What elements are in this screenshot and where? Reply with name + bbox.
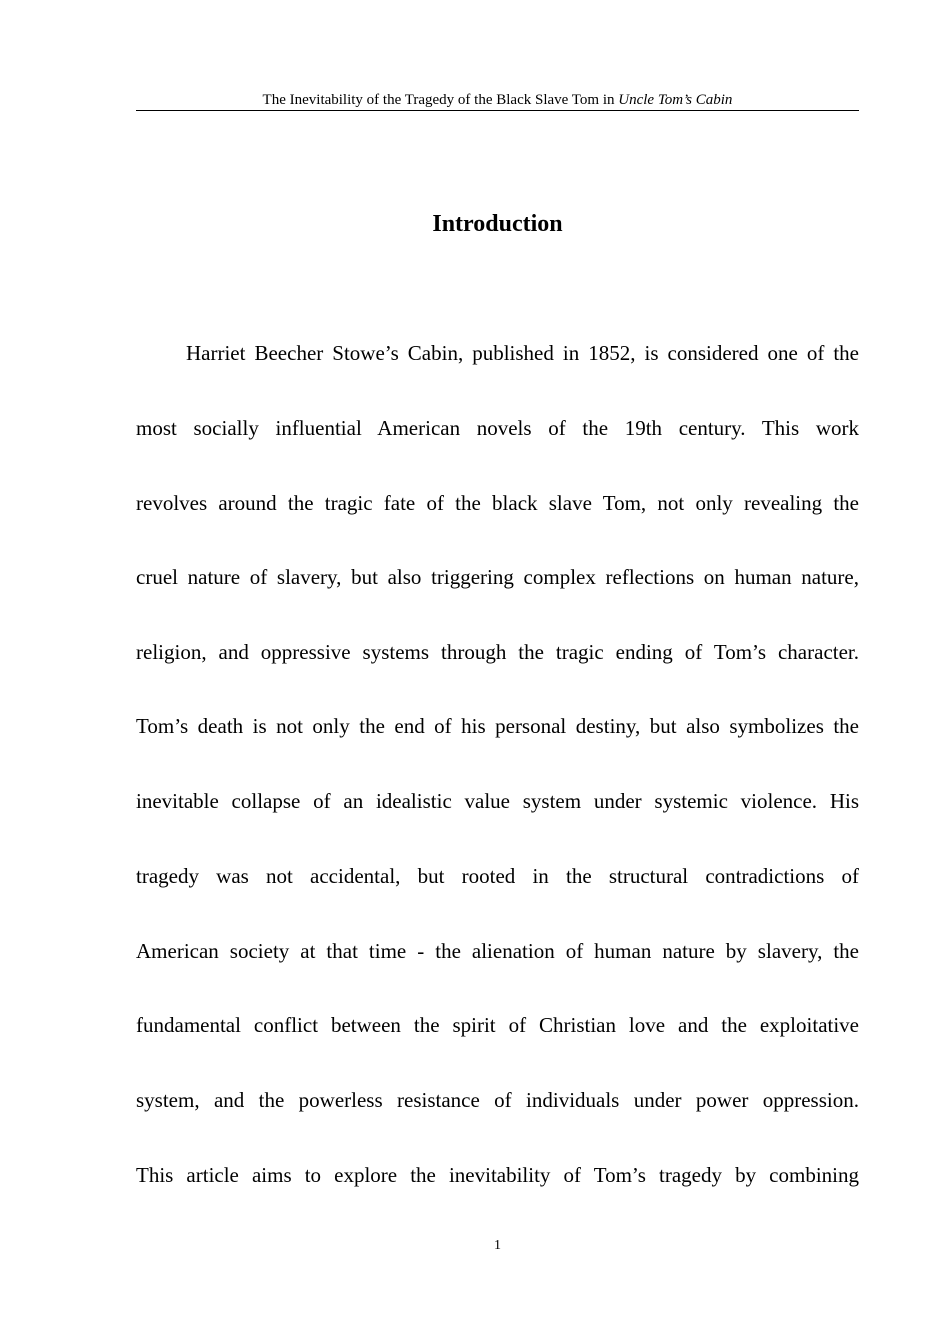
body-line: religion, and oppressive systems through the tragic ending of Tom’s character. [136,640,859,664]
body-line: system, and the powerless resistance of individuals under power oppression. [136,1088,859,1112]
body-line: fundamental conflict between the spirit of Christian love and the exploitative [136,1013,859,1037]
body-line: Tom’s death is not only the end of his personal destiny, but also symbolizes the [136,714,859,738]
page-number: 1 [494,1238,501,1253]
body-line: tragedy was not accidental, but rooted in the structural contradictions of [136,864,859,888]
running-header-book-title: Uncle Tom’s Cabin [618,92,733,108]
running-header [136,90,859,111]
body-line: American society at that time - the alienation of human nature by slavery, the [136,939,859,963]
body-line: inevitable collapse of an idealistic value system under systemic violence. His [136,789,859,813]
body-line: cruel nature of slavery, but also triggering complex reflections on human nature, [136,565,859,589]
section-title: Introduction [432,211,563,237]
body-line: Harriet Beecher Stowe’s Cabin, published in 1852, is considered one of the [186,341,859,365]
body-line: This article aims to explore the inevitability of Tom’s tragedy by combining [136,1163,859,1187]
body-line: most socially influential American novels of the 19th century. This work [136,416,859,440]
body-line: revolves around the tragic fate of the black slave Tom, not only revealing the [136,491,859,515]
running-header-text: The Inevitability of the Tragedy of the Black Slave Tom in [262,92,619,108]
